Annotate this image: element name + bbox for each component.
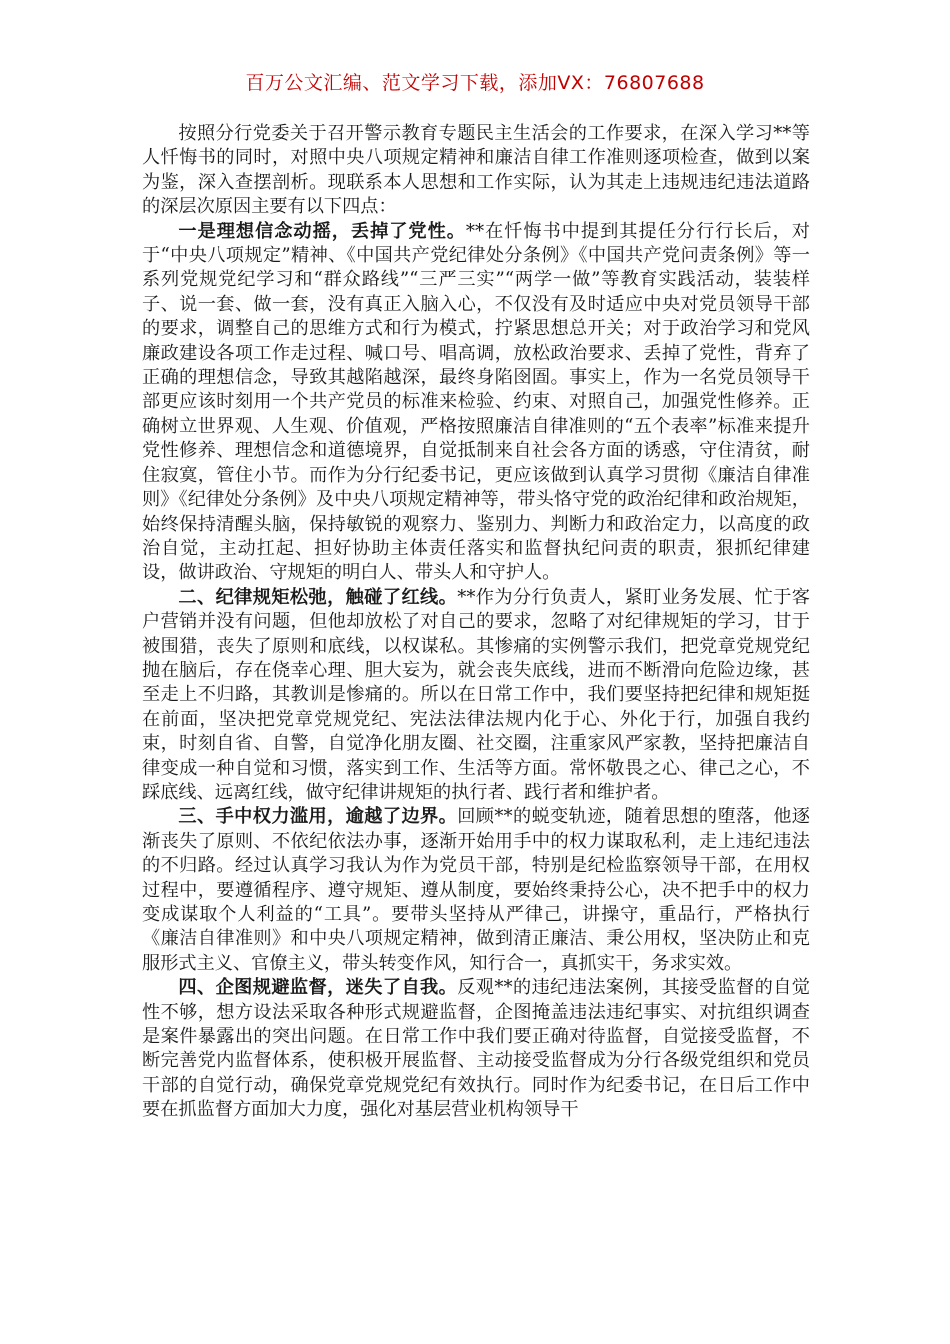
section-3-heading: 三、手中权力滥用，逾越了边界。 <box>178 806 458 828</box>
section-1-text: **在忏悔书中提到其提任分行行长后，对于“中央八项规定”精神、《中国共产党纪律处分条例》《中国共产党问责条例》等一系列党规党纪学习和“群众路线”“三严三实”“两学一做”等教育实践活动，装装样子、说一套、做一套，没有真正入脑入心，不仅没有及时适应中央对党员领导干部的要求，调整自己的思维方式和行为模式，拧紧思想总开关；对于政治学习和党风廉政建设各项工作走过程、喊口号、唱高调，放松政治要求、丢掉了党性，背弃了正确的理想信念，导致其越陷越深，最终身陷囹圄。事实上，作为一名党员领导干部更应该时刻用一个共产党员的标准来检验、约束、对照自己，加强党性修养。正确树立世界观、人生观、价值观，严格按照廉洁自律准则的“五个表率”标准来提升党性修养、理想信念和道德境界，自觉抵制来自社会各方面的诱惑，守住清贫，耐住寂寞，管住小节。而作为分行纪委书记，更应该做到认真学习贯彻《廉洁自律准则》《纪律处分条例》及中央八项规定精神等，带头恪守党的政治纪律和政治规矩，始终保持清醒头脑，保持敏锐的观察力、鉴别力、判断力和政治定力，以高度的政治自觉，主动扛起、担好协助主体责任落实和监督执纪问责的职责，狠抓纪律建设，做讲政治、守规矩的明白人、带头人和守护人。 <box>142 220 810 584</box>
document-body <box>142 122 810 1123</box>
section-1-heading: 一是理想信念动摇，丢掉了党性。 <box>178 220 466 242</box>
section-4-heading: 四、企图规避监督，迷失了自我。 <box>178 977 458 999</box>
intro-paragraph: 按照分行党委关于召开警示教育专题民主生活会的工作要求，在深入学习**等人忏悔书的同时，对照中央八项规定精神和廉洁自律工作准则逐项检查，做到以案为鉴，深入查摆剖析。现联系本人思想和工作实际，认为其走上违规违纪违法道路的深层次原因主要有以下四点： <box>142 123 810 218</box>
section-1-paragraph <box>142 220 810 586</box>
section-4-text: 反观**的违纪违法案例，其接受监督的自觉性不够，想方设法采取各种形式规避监督，企图掩盖违法违纪事实、对抗组织调查是案件暴露出的突出问题。在日常工作中我们要正确对待监督，自觉接受监督，不断完善党内监督体系，使积极开展监督、主动接受监督成为分行各级党组织和党员干部的自觉行动，确保党章党规党纪有效执行。同时作为纪委书记，在日后工作中要在抓监督方面加大力度，强化对基层营业机构领导干 <box>142 977 810 1121</box>
section-2-text: **作为分行负责人，紧盯业务发展、忙于客户营销并没有问题，但他却放松了对自己的要求，忽略了对纪律规矩的学习，甘于被围猎，丧失了原则和底线，以权谋私。其惨痛的实例警示我们，把党章党规党纪抛在脑后，存在侥幸心理、胆大妄为，就会丧失底线，进而不断滑向危险边缘，甚至走上不归路，其教训是惨痛的。所以在日常工作中，我们要坚持把纪律和规矩挺在前面，坚决把党章党规党纪、宪法法律法规内化于心、外化于行，加强自我约束，时刻自省、自警，自觉净化朋友圈、社交圈，注重家风严家教，坚持把廉洁自律变成一种自觉和习惯，落实到工作、生活等方面。常怀敬畏之心、律己之心，不踩底线、远离红线，做守纪律讲规矩的执行者、践行者和维护者。 <box>142 586 810 803</box>
section-2-heading: 二、纪律规矩松弛，触碰了红线。 <box>178 586 458 608</box>
section-3-paragraph <box>142 805 810 976</box>
download-banner: 百万公文汇编、范文学习下载，添加VX：76807688 <box>245 72 705 94</box>
section-3-text: 回顾**的蜕变轨迹，随着思想的堕落，他逐渐丧失了原则、不依纪依法办事，逐渐开始用手中的权力谋取私利，走上违纪违法的不归路。经过认真学习我认为作为党员干部，特别是纪检监察领导干部，在用权过程中，要遵循程序、遵守规矩、遵从制度，要始终秉持公心，决不把手中的权力变成谋取个人利益的“工具”。要带头坚持从严律己，讲操守，重品行，严格执行《廉洁自律准则》和中央八项规定精神，做到清正廉洁、秉公用权，坚决防止和克服形式主义、官僚主义，带头转变作风，知行合一，真抓实干，务求实效。 <box>142 806 810 974</box>
section-2-paragraph <box>142 586 810 806</box>
section-4-paragraph <box>142 976 810 1122</box>
